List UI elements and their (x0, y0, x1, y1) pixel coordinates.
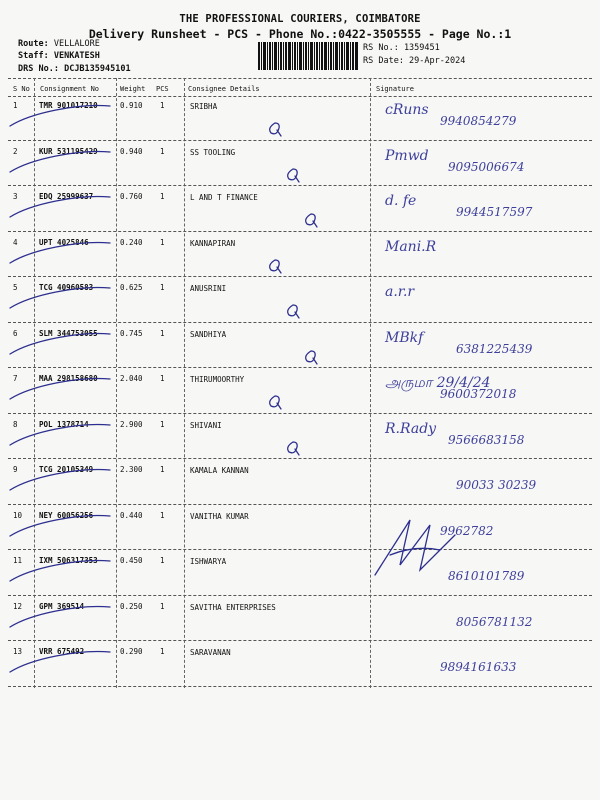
handwritten-signature: ᴄRuns (385, 102, 429, 118)
pcs-value: 1 (160, 101, 165, 110)
pcs-value: 1 (160, 192, 165, 201)
serial-number: 1 (13, 101, 18, 110)
consignee-name: ISHWARYA (190, 557, 227, 566)
consignment-number: GPM 369514 (39, 601, 85, 611)
handwritten-phone: 9600372018 (440, 387, 517, 401)
row-divider (8, 549, 592, 550)
initial-mark-icon (301, 211, 319, 229)
consignee-name: KAMALA KANNAN (190, 466, 249, 475)
weight-value: 0.240 (120, 237, 143, 247)
weight-value: 2.900 (120, 419, 143, 429)
consignee-name: SS TOOLING (190, 147, 236, 157)
serial-number: 12 (13, 601, 23, 611)
col-divider (184, 78, 185, 688)
initial-mark-icon (265, 257, 283, 275)
handwritten-signature: d. fe (385, 193, 417, 209)
handwritten-signature: Mani.R (385, 238, 437, 255)
handwritten-signature: R.Rady (385, 420, 437, 437)
weight-value: 2.040 (120, 374, 143, 383)
pcs-value: 1 (160, 374, 165, 383)
weight-value: 0.625 (120, 283, 143, 292)
consignee-name: L AND T FINANCE (190, 193, 258, 202)
consignee-name: THIRUMOORTHY (190, 375, 245, 384)
weight-value: 0.440 (120, 510, 143, 520)
route-value: VELLALORE (53, 39, 100, 49)
handwritten-phone: 9944517597 (456, 205, 533, 219)
initial-mark-icon (265, 393, 283, 411)
weight-value: 0.250 (120, 601, 143, 611)
handwritten-phone: 90033 30239 (456, 478, 537, 492)
initial-mark-icon (283, 166, 301, 184)
initial-mark-icon (301, 348, 319, 366)
tick-mark-icon (6, 468, 116, 498)
col-header-consignee: Consignee Details (188, 85, 260, 93)
consignee-name: SARAVANAN (190, 648, 231, 657)
serial-number: 13 (13, 647, 23, 656)
serial-number: 8 (13, 419, 18, 429)
row-divider (8, 458, 592, 459)
row-divider (8, 367, 592, 368)
col-divider (116, 78, 117, 688)
consignee-name: SHIVANI (190, 420, 222, 430)
initial-mark-icon (283, 302, 301, 320)
row-divider (8, 140, 592, 141)
table-header-rule (8, 96, 592, 97)
pcs-value: 1 (160, 465, 165, 474)
pcs-value: 1 (160, 146, 165, 156)
consignment-number: NEY 60056256 (39, 510, 94, 520)
initial-mark-icon (283, 439, 301, 457)
col-header-pcs: PCS (156, 85, 169, 93)
col-header-weight: Weight (120, 85, 146, 93)
tick-mark-icon (6, 286, 116, 316)
tick-mark-icon (6, 650, 116, 680)
serial-number: 3 (13, 192, 18, 201)
row-divider (8, 276, 592, 277)
barcode-image (258, 42, 358, 70)
tick-mark-icon (6, 423, 116, 453)
col-header-consignment: Consignment No (40, 85, 100, 93)
row-divider (8, 413, 592, 414)
handwritten-phone: 8056781132 (456, 614, 533, 629)
consignment-number: SLM 344753055 (39, 328, 98, 338)
tick-mark-icon (6, 241, 116, 271)
pcs-value: 1 (160, 237, 165, 247)
handwritten-signature: அருமா 29/4/24 (385, 375, 491, 391)
handwritten-phone: 9940854279 (440, 114, 517, 128)
tick-mark-icon (6, 104, 116, 134)
scribble-signature-icon (370, 505, 460, 585)
initial-mark-icon (265, 120, 283, 138)
serial-number: 4 (13, 237, 18, 247)
handwritten-phone: 9566683158 (448, 432, 525, 447)
drs-field (18, 64, 131, 74)
weight-value: 0.940 (120, 146, 143, 156)
tick-mark-icon (6, 514, 116, 544)
staff-value: VENKATESH (53, 51, 100, 61)
document-subtitle: Delivery Runsheet - PCS - Phone No.:0422-3505555 - Page No.:1 (88, 27, 512, 41)
consignment-number: TCG 20105349 (39, 465, 94, 474)
consignee-name: KANNAPIRAN (190, 238, 236, 248)
pcs-value: 1 (160, 601, 165, 611)
col-header-signature: Signature (376, 85, 414, 93)
consignment-number: TCG 40960583 (39, 283, 94, 292)
document-title: THE PROFESSIONAL COURIERS, COIMBATORE (179, 13, 421, 25)
serial-number: 2 (13, 146, 18, 156)
pcs-value: 1 (160, 419, 165, 429)
pcs-value: 1 (160, 283, 165, 292)
rs-number: RS No.: 1359451 (363, 43, 440, 53)
consignment-number: POL 1378714 (39, 419, 89, 429)
col-header-sno: S No (13, 85, 30, 93)
tick-mark-icon (6, 605, 116, 635)
staff-field (18, 51, 100, 61)
consignment-number: UPT 4025846 (39, 237, 89, 247)
serial-number: 10 (13, 510, 23, 520)
tick-mark-icon (6, 150, 116, 180)
handwritten-signature: MBkf (385, 329, 424, 346)
staff-label: Staff: (18, 51, 49, 61)
weight-value: 2.300 (120, 465, 143, 474)
consignment-number: VRR 675492 (39, 647, 85, 656)
rs-date: RS Date: 29-Apr-2024 (363, 56, 466, 66)
serial-number: 7 (13, 374, 18, 383)
pcs-value: 1 (160, 328, 165, 338)
handwritten-phone: 9894161633 (440, 660, 517, 674)
consignment-number: EDQ 25999637 (39, 192, 94, 201)
row-divider (8, 640, 592, 641)
consignee-name: SANDHIYA (190, 329, 227, 339)
consignee-name: VANITHA KUMAR (190, 511, 249, 521)
row-divider (8, 185, 592, 186)
row-divider (8, 322, 592, 323)
row-divider (8, 231, 592, 232)
weight-value: 0.745 (120, 328, 143, 338)
serial-number: 6 (13, 328, 18, 338)
row-divider (8, 504, 592, 505)
consignment-number: MAA 298158680 (39, 374, 98, 383)
handwritten-phone: 8610101789 (448, 569, 525, 583)
consignee-name: ANUSRINI (190, 284, 227, 293)
weight-value: 0.290 (120, 647, 143, 656)
weight-value: 0.760 (120, 192, 143, 201)
tick-mark-icon (6, 332, 116, 362)
serial-number: 5 (13, 283, 18, 292)
handwritten-signature: a.r.r (385, 284, 415, 300)
pcs-value: 1 (160, 647, 165, 656)
consignment-number: TMR 901017210 (39, 101, 98, 110)
table-top-rule (8, 78, 592, 79)
tick-mark-icon (6, 195, 116, 225)
serial-number: 11 (13, 556, 23, 565)
handwritten-phone: 9962782 (440, 523, 494, 538)
tick-mark-icon (6, 377, 116, 407)
pcs-value: 1 (160, 510, 165, 520)
route-label: Route: (18, 39, 49, 49)
consignee-name: SRIBHA (190, 102, 218, 111)
drs-value: DCJB135945101 (64, 64, 131, 74)
handwritten-phone: 9095006674 (448, 159, 525, 174)
serial-number: 9 (13, 465, 18, 474)
handwritten-phone: 6381225439 (456, 341, 533, 356)
route-field (18, 39, 100, 49)
tick-mark-icon (6, 559, 116, 589)
row-divider (8, 595, 592, 596)
col-divider (370, 78, 371, 688)
weight-value: 0.910 (120, 101, 143, 110)
row-divider (8, 686, 592, 687)
consignee-name: SAVITHA ENTERPRISES (190, 602, 276, 612)
consignment-number: IXM 506317353 (39, 556, 98, 565)
weight-value: 0.450 (120, 556, 143, 565)
pcs-value: 1 (160, 556, 165, 565)
consignment-number: KUR 531195429 (39, 146, 98, 156)
handwritten-signature: Pmwd (385, 147, 429, 164)
drs-label: DRS No.: (18, 64, 59, 74)
